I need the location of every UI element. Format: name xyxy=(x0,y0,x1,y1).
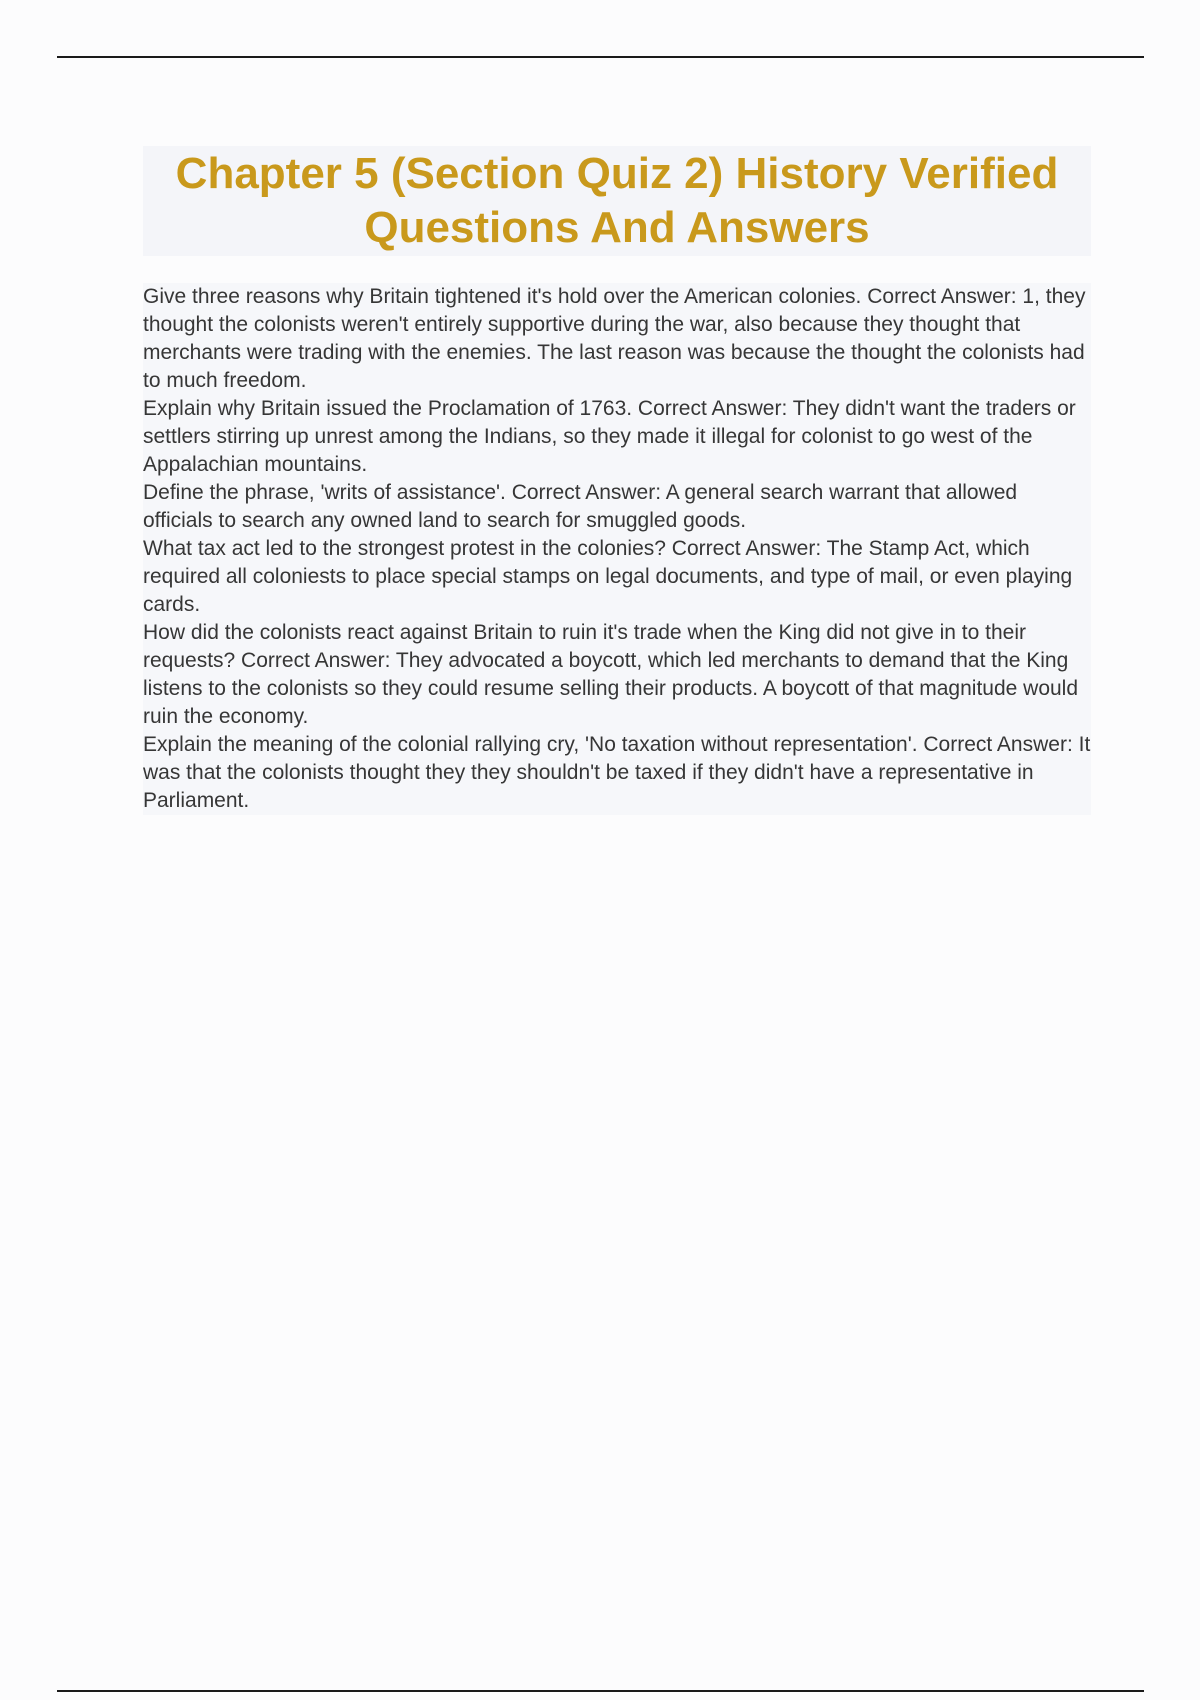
qa-item-1: Give three reasons why Britain tightened it's hold over the American colonies. Correct Answer: 1, they thought the colonists weren't entirely supportive during the war, also because they thought that merchants were trading with the enemies. The last reason was because the thought the colonists had to much freedom. xyxy=(143,285,1086,392)
title-banner xyxy=(143,146,1091,256)
qa-content xyxy=(143,283,1091,815)
qa-item-4: What tax act led to the strongest protest in the colonies? Correct Answer: The Stamp Act, which required all coloniests to place special stamps on legal documents, and type of mail, or even playing cards. xyxy=(143,537,1073,616)
qa-item-2: Explain why Britain issued the Proclamation of 1763. Correct Answer: They didn't want the traders or settlers stirring up unrest among the Indians, so they made it illegal for colonist to go west of the Appalachian mountains. xyxy=(143,397,1076,476)
page-title: Chapter 5 (Section Quiz 2) History Verified Questions And Answers xyxy=(175,149,1059,252)
qa-item-3: Define the phrase, 'writs of assistance'. Correct Answer: A general search warrant that allowed officials to search any owned land to search for smuggled goods. xyxy=(143,481,1018,532)
bottom-divider xyxy=(57,1690,1144,1692)
qa-item-6: Explain the meaning of the colonial rallying cry, 'No taxation without representation'. Correct Answer: It was that the colonists thought they they shouldn't be taxed if they didn't have a representative in Parliament. xyxy=(143,733,1091,812)
qa-item-5: How did the colonists react against Britain to ruin it's trade when the King did not give in to their requests? Correct Answer: They advocated a boycott, which led merchants to demand that the King listens to the colonists so they could resume selling their products. A boycott of that magnitude would ruin the economy. xyxy=(143,621,1079,728)
top-divider xyxy=(57,56,1144,58)
